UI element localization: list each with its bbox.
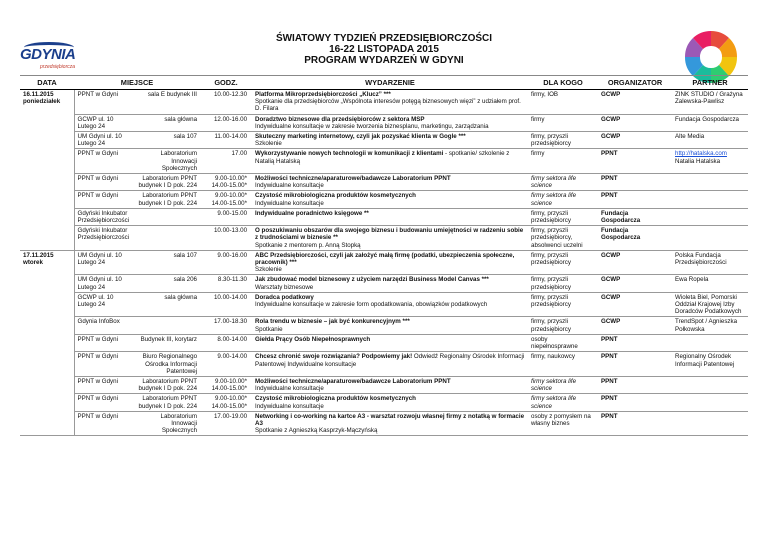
- partner: TrendSpot / Agnieszka Połkowska: [675, 318, 738, 333]
- time-cell: [200, 132, 252, 149]
- place-cell: [74, 352, 134, 377]
- event-title: Czystość mikrobiologiczna produktów kosmetycznych: [255, 192, 416, 200]
- event-description: - spotkanie/ szkolenie z Natalią Hatalską: [255, 150, 510, 165]
- event-description: Szkolenie: [255, 140, 282, 148]
- partner-cell: [672, 275, 748, 292]
- audience: firmy sektora life science: [531, 175, 577, 190]
- partner-cell: [672, 317, 748, 334]
- event-cell: [252, 149, 528, 174]
- time-cell: [200, 191, 252, 208]
- table-row: [20, 174, 748, 191]
- time: 10.00-12.30: [213, 91, 248, 98]
- room: sala 107: [173, 133, 198, 141]
- audience-cell: [528, 411, 598, 436]
- room-cell: [134, 132, 200, 149]
- partner-cell: [672, 292, 748, 317]
- partner-cell: [672, 394, 748, 411]
- date-cell: [20, 90, 74, 251]
- organizer: Fundacja Gospodarcza: [601, 227, 641, 242]
- place-cell: [74, 191, 134, 208]
- event-description: Spotkanie z mentorem p. Anną Stopką: [255, 241, 361, 249]
- table-body: [20, 90, 748, 436]
- audience: firmy sektora life science: [531, 377, 577, 393]
- room: Budynek III, korytarz: [140, 335, 198, 343]
- audience: firmy, przyszli przedsiębiorcy: [531, 133, 571, 148]
- time-cell: [200, 250, 252, 275]
- event-title: Wykorzystywanie nowych technologii w komunikacji z klientami: [255, 150, 444, 158]
- col-date: DATA: [20, 76, 74, 90]
- partner-cell: [672, 352, 748, 377]
- organizer-cell: [598, 191, 672, 208]
- audience-cell: [528, 394, 598, 411]
- col-organizer: ORGANIZATOR: [598, 76, 672, 90]
- place: UM Gdyni ul. 10 Lutego 24: [77, 251, 122, 267]
- organizer-cell: [598, 174, 672, 191]
- partner-cell: [672, 90, 748, 115]
- room: sala główna: [164, 293, 198, 301]
- audience-cell: [528, 191, 598, 208]
- time: 9.00-10.00* 14.00-15.00*: [211, 192, 248, 207]
- place-cell: [74, 114, 134, 131]
- time-cell: [200, 352, 252, 377]
- table-row: [20, 394, 748, 411]
- room-cell: [134, 275, 200, 292]
- place: PPNT w Gdyni: [77, 192, 118, 200]
- room-cell: [134, 174, 200, 191]
- organizer: GCWP: [601, 251, 621, 259]
- table-row: [20, 334, 748, 351]
- event-description: Indywidualne konsultacje w zakresie form opodatkowania, obowiązków podatkowych: [255, 301, 488, 309]
- table-row: [20, 226, 748, 251]
- organizer-cell: [598, 352, 672, 377]
- col-place: MIEJSCE: [74, 76, 200, 90]
- table-row: [20, 132, 748, 149]
- col-for: DLA KOGO: [528, 76, 598, 90]
- table-row: [20, 90, 748, 115]
- time: 9.00-10.00* 14.00-15.00*: [211, 395, 248, 410]
- table-row: [20, 114, 748, 131]
- audience-cell: [528, 208, 598, 225]
- time: 11.00-14.00: [214, 133, 248, 141]
- place: PPNT w Gdyni: [77, 395, 118, 403]
- place: UM Gdyni ul. 10 Lutego 24: [77, 133, 122, 148]
- room: sala E budynek III: [147, 91, 198, 98]
- room-cell: [134, 90, 200, 115]
- event-cell: [252, 114, 528, 131]
- audience: osoby z pomysłem na własny biznes: [531, 412, 591, 427]
- room: sala 206: [173, 276, 198, 284]
- event-title: Skuteczny marketing internetowy, czyli jak pozyskać klienta w Gogle ***: [255, 133, 466, 141]
- place: UM Gdyni ul. 10 Lutego 24: [77, 276, 122, 291]
- event-title: Czystość mikrobiologiczna produktów kosmetycznych: [255, 395, 416, 403]
- organizer: PPNT: [601, 175, 618, 183]
- event-cell: [252, 208, 528, 225]
- event-cell: [252, 132, 528, 149]
- room-cell: [134, 191, 200, 208]
- room-cell: [134, 317, 200, 334]
- room-cell: [134, 292, 200, 317]
- room-cell: [134, 226, 200, 251]
- time-cell: [200, 174, 252, 191]
- time: 17.00-19.00: [213, 412, 248, 420]
- event-cell: [252, 292, 528, 317]
- page-title: [0, 33, 768, 66]
- table-row: [20, 317, 748, 334]
- event-title: O poszukiwaniu obszarów dla swojego biznesu i budowaniu umiejętności w radzeniu sobie z trudnościami w biznesie **: [255, 227, 524, 242]
- room-cell: [134, 411, 200, 436]
- event-cell: [252, 334, 528, 351]
- event-cell: [252, 191, 528, 208]
- place-cell: [74, 376, 134, 393]
- event-cell: [252, 376, 528, 393]
- place-cell: [74, 411, 134, 436]
- audience-cell: [528, 149, 598, 174]
- partner-cell: [672, 208, 748, 225]
- place: PPNT w Gdyni: [77, 412, 118, 420]
- audience-cell: [528, 275, 598, 292]
- organizer-cell: [598, 317, 672, 334]
- organizer: GCWP: [601, 133, 621, 141]
- audience-cell: [528, 132, 598, 149]
- room-cell: [134, 250, 200, 275]
- time-cell: [200, 376, 252, 393]
- audience: firmy, przyszli przedsiębiorcy: [531, 318, 571, 333]
- time-cell: [200, 208, 252, 225]
- partner: Regionalny Ośrodek Informacji Patentowej: [675, 353, 735, 368]
- time: 17.00: [231, 150, 248, 158]
- audience-cell: [528, 90, 598, 115]
- organizer: GCWP: [601, 91, 621, 98]
- event-title: Networking i co-working na kartce A3 - warsztat rozwoju własnej firmy z notatką w formacie A3: [255, 412, 525, 427]
- time-cell: [200, 292, 252, 317]
- room-cell: [134, 114, 200, 131]
- event-title: Chcesz chronić swoje rozwiązania? Podpowiemy jak!: [255, 353, 413, 361]
- audience: firmy sektora life science: [531, 192, 577, 207]
- partner-link[interactable]: http://hatalska.com: [675, 150, 727, 158]
- event-cell: [252, 352, 528, 377]
- room: sala 107: [173, 251, 198, 259]
- table-row: [20, 275, 748, 292]
- organizer: PPNT: [601, 412, 618, 420]
- event-cell: [252, 250, 528, 275]
- table-row: [20, 376, 748, 393]
- place-cell: [74, 292, 134, 317]
- organizer-cell: [598, 114, 672, 131]
- event-title: Indywidualne poradnictwo księgowe **: [255, 209, 369, 217]
- organizer: Fundacja Gospodarcza: [601, 209, 641, 225]
- organizer: PPNT: [601, 377, 618, 385]
- room-cell: [134, 376, 200, 393]
- time: 10.00-14.00: [213, 293, 248, 301]
- organizer-cell: [598, 250, 672, 275]
- organizer-cell: [598, 394, 672, 411]
- table-row: [20, 191, 748, 208]
- place-cell: [74, 250, 134, 275]
- place-cell: [74, 174, 134, 191]
- title-line-3: PROGRAM WYDARZEŃ W GDYNI: [304, 55, 464, 66]
- event-description: Indywidualne konsultacje: [255, 385, 324, 393]
- room-cell: [134, 334, 200, 351]
- title-line-1: ŚWIATOWY TYDZIEŃ PRZEDSIĘBIORCZOŚCI: [275, 33, 493, 44]
- organizer-cell: [598, 208, 672, 225]
- organizer: PPNT: [601, 192, 618, 200]
- event-cell: [252, 174, 528, 191]
- partner-cell: [672, 191, 748, 208]
- partner-cell: [672, 174, 748, 191]
- place: Gdyński Inkubator Przedsiębiorczości: [77, 227, 130, 242]
- place-cell: [74, 149, 134, 174]
- partner: Alte Media: [675, 133, 705, 141]
- organizer: PPNT: [601, 335, 618, 343]
- audience: firmy, przyszli przedsiębiorcy, absolwenci uczelni: [531, 227, 583, 249]
- organizer: PPNT: [601, 353, 618, 361]
- event-cell: [252, 411, 528, 436]
- organizer: PPNT: [601, 395, 618, 403]
- time: 9.00-10.00* 14.00-15.00*: [211, 175, 248, 190]
- place: GCWP ul. 10 Lutego 24: [77, 115, 114, 130]
- audience: firmy: [531, 150, 545, 158]
- event-description: Indywidualne konsultacje: [255, 199, 324, 207]
- organizer-cell: [598, 334, 672, 351]
- organizer-cell: [598, 411, 672, 436]
- event-weekday: wtorek: [23, 259, 43, 267]
- audience-cell: [528, 226, 598, 251]
- audience: firmy, przyszli przedsiębiorcy: [531, 251, 571, 267]
- audience-cell: [528, 376, 598, 393]
- table-row: [20, 292, 748, 317]
- partner-cell: [672, 250, 748, 275]
- col-event: WYDARZENIE: [252, 76, 528, 90]
- title-line-2: 16-22 LISTOPADA 2015: [329, 44, 439, 55]
- time-cell: [200, 226, 252, 251]
- event-cell: [252, 90, 528, 115]
- col-partner: PARTNER: [672, 76, 748, 90]
- time: 17.00-18.30: [213, 318, 248, 326]
- logo-brand: GDYNIA: [20, 46, 76, 63]
- event-title: Jak zbudować model biznesowy z użyciem narzędzi Business Model Canvas ***: [255, 276, 489, 284]
- organizer-cell: [598, 376, 672, 393]
- organizer-cell: [598, 149, 672, 174]
- col-time: GODZ.: [200, 76, 252, 90]
- room: Laboratorium PPNT budynek I D pok. 224: [138, 377, 198, 393]
- place-cell: [74, 394, 134, 411]
- place-cell: [74, 208, 134, 225]
- time: 8.00-14.00: [217, 335, 248, 343]
- room: Laboratorium PPNT budynek I D pok. 224: [138, 395, 198, 410]
- partner: Polska Fundacja Przedsiębiorczości: [675, 251, 727, 267]
- event-date: 16.11.2015: [23, 91, 54, 98]
- audience: firmy: [531, 115, 545, 123]
- audience-cell: [528, 317, 598, 334]
- table-row: [20, 352, 748, 377]
- partner: Fundacja Gospodarcza: [675, 115, 739, 123]
- room-cell: [134, 352, 200, 377]
- event-title: Doradca podatkowy: [255, 293, 314, 301]
- room-cell: [134, 208, 200, 225]
- time-cell: [200, 411, 252, 436]
- event-description: Spotkanie dla przedsiębiorców „Wspólnota interesów potęgą biznesowych więzi” z udziałem prof. D. Filara: [255, 98, 521, 113]
- audience: firmy, przyszli przedsiębiorcy: [531, 276, 571, 291]
- room: sala główna: [164, 115, 198, 123]
- audience: firmy, naukowcy: [531, 353, 575, 361]
- organizer: PPNT: [601, 150, 618, 158]
- event-weekday: poniedziałek: [23, 98, 61, 106]
- organizer-cell: [598, 292, 672, 317]
- room-cell: [134, 394, 200, 411]
- organizer: GCWP: [601, 293, 621, 301]
- time: 9.00-16.00: [217, 251, 248, 259]
- event-title: Doradztwo biznesowe dla przedsiębiorców z sektora MSP: [255, 115, 425, 123]
- events-table: [20, 75, 748, 436]
- partner-cell: [672, 376, 748, 393]
- place: PPNT w Gdyni: [77, 150, 118, 158]
- time-cell: [200, 394, 252, 411]
- organizer: GCWP: [601, 115, 621, 123]
- audience-cell: [528, 114, 598, 131]
- event-cell: [252, 394, 528, 411]
- table-row: [20, 250, 748, 275]
- audience: osoby niepełnosprawne: [531, 335, 578, 351]
- event-title: Platforma Mikroprzedsiębiorczości „Klucz” ***: [255, 91, 391, 98]
- table-row: [20, 149, 748, 174]
- time: 9.00-14.00: [217, 353, 248, 361]
- place: PPNT w Gdyni: [77, 91, 118, 98]
- place: PPNT w Gdyni: [77, 175, 118, 183]
- organizer: GCWP: [601, 276, 621, 284]
- place: PPNT w Gdyni: [77, 377, 118, 385]
- event-title: Rola trendu w biznesie – jak być konkurencyjnym ***: [255, 318, 410, 326]
- time-cell: [200, 114, 252, 131]
- partner-cell: [672, 226, 748, 251]
- room: Laboratorium PPNT budynek I D pok. 224: [138, 192, 198, 207]
- audience-cell: [528, 292, 598, 317]
- time-cell: [200, 275, 252, 292]
- room-cell: [134, 149, 200, 174]
- place: Gdynia InfoBox: [77, 318, 120, 326]
- event-description: Spotkanie z Agnieszką Kasprzyk-Mączyńską: [255, 427, 378, 435]
- audience-cell: [528, 250, 598, 275]
- place-cell: [74, 226, 134, 251]
- audience: firmy, przyszli przedsiębiorcy: [531, 209, 571, 225]
- room: Laboratorium PPNT budynek I D pok. 224: [138, 175, 198, 190]
- table-header-row: [20, 76, 748, 90]
- place: PPNT w Gdyni: [77, 353, 118, 361]
- time-cell: [200, 317, 252, 334]
- time: 9.00-10.00* 14.00-15.00*: [211, 377, 248, 393]
- audience: firmy, IOB: [531, 91, 559, 98]
- place-cell: [74, 334, 134, 351]
- event-description: Spotkanie: [255, 325, 283, 333]
- audience: firmy, przyszli przedsiębiorcy: [531, 293, 571, 309]
- audience-cell: [528, 174, 598, 191]
- place: Gdyński Inkubator Przedsiębiorczości: [77, 209, 130, 225]
- event-description: Odwiedź Regionalny Ośrodek Informacji Patentowej Indywidualne konsultacje: [255, 353, 525, 368]
- audience-cell: [528, 352, 598, 377]
- event-cell: [252, 275, 528, 292]
- event-description: Indywidualne konsultacje: [255, 182, 324, 190]
- partner-cell: [672, 411, 748, 436]
- table-row: [20, 208, 748, 225]
- event-date: 17.11.2015: [23, 251, 54, 259]
- event-title: ABC Przedsiębiorczości, czyli jak założyć małą firmę (podatki, ubezpieczenia społeczne, pracownik) ***: [255, 251, 515, 267]
- place-cell: [74, 90, 134, 115]
- organizer: GCWP: [601, 318, 621, 326]
- partner: Wioleta Biel, Pomorski Oddział Krajowej Izby Doradców Podatkowych: [675, 293, 742, 316]
- partner-cell: [672, 114, 748, 131]
- partner-cell: [672, 132, 748, 149]
- table-row: [20, 411, 748, 436]
- partner: Natalia Hatalska: [675, 157, 721, 165]
- room: Laboratorium Innowacji Społecznych: [160, 150, 198, 172]
- place-cell: [74, 275, 134, 292]
- event-description: Indywidualne konsultacje: [255, 402, 324, 410]
- place-cell: [74, 132, 134, 149]
- place: PPNT w Gdyni: [77, 335, 118, 343]
- event-description: Szkolenie: [255, 266, 282, 274]
- partner: ZINK STUDIO / Grażyna Zalewska-Pawlisz: [675, 91, 743, 106]
- place-cell: [74, 317, 134, 334]
- partner-cell: [672, 149, 748, 174]
- organizer-cell: [598, 132, 672, 149]
- event-title: Możliwości techniczne/aparaturowe/badawcze Laboratorium PPNT: [255, 377, 451, 385]
- logo-tagline: przedsiębiorcza: [40, 64, 76, 70]
- time: 10.00-13.00: [213, 227, 248, 235]
- organizer-cell: [598, 90, 672, 115]
- time-cell: [200, 149, 252, 174]
- time: 12.00-16.00: [213, 115, 248, 123]
- time-cell: [200, 334, 252, 351]
- room: Laboratorium Innowacji Społecznych: [160, 412, 198, 435]
- audience: firmy sektora life science: [531, 395, 577, 410]
- event-cell: [252, 226, 528, 251]
- event-cell: [252, 317, 528, 334]
- room: Biuro Regionalnego Ośrodka Informacji Patentowej: [142, 353, 198, 375]
- event-title: Giełda Prący Osób Niepełnosprawnych: [255, 335, 371, 343]
- time-cell: [200, 90, 252, 115]
- event-description: Warsztaty biznesowe: [255, 283, 314, 291]
- partner: Ewa Ropela: [675, 276, 709, 284]
- time: 8.30-11.30: [217, 276, 248, 284]
- organizer-cell: [598, 275, 672, 292]
- date-cell: [20, 250, 74, 435]
- audience-cell: [528, 334, 598, 351]
- time: 9.00-15.00: [217, 209, 248, 217]
- organizer-cell: [598, 226, 672, 251]
- event-description: Indywidualne konsultacje w zakresie tworzenia biznesplanu, marketingu, zarządzania: [255, 122, 489, 130]
- partner-cell: [672, 334, 748, 351]
- place: GCWP ul. 10 Lutego 24: [77, 293, 114, 309]
- event-title: Możliwości techniczne/aparaturowe/badawcze Laboratorium PPNT: [255, 175, 451, 183]
